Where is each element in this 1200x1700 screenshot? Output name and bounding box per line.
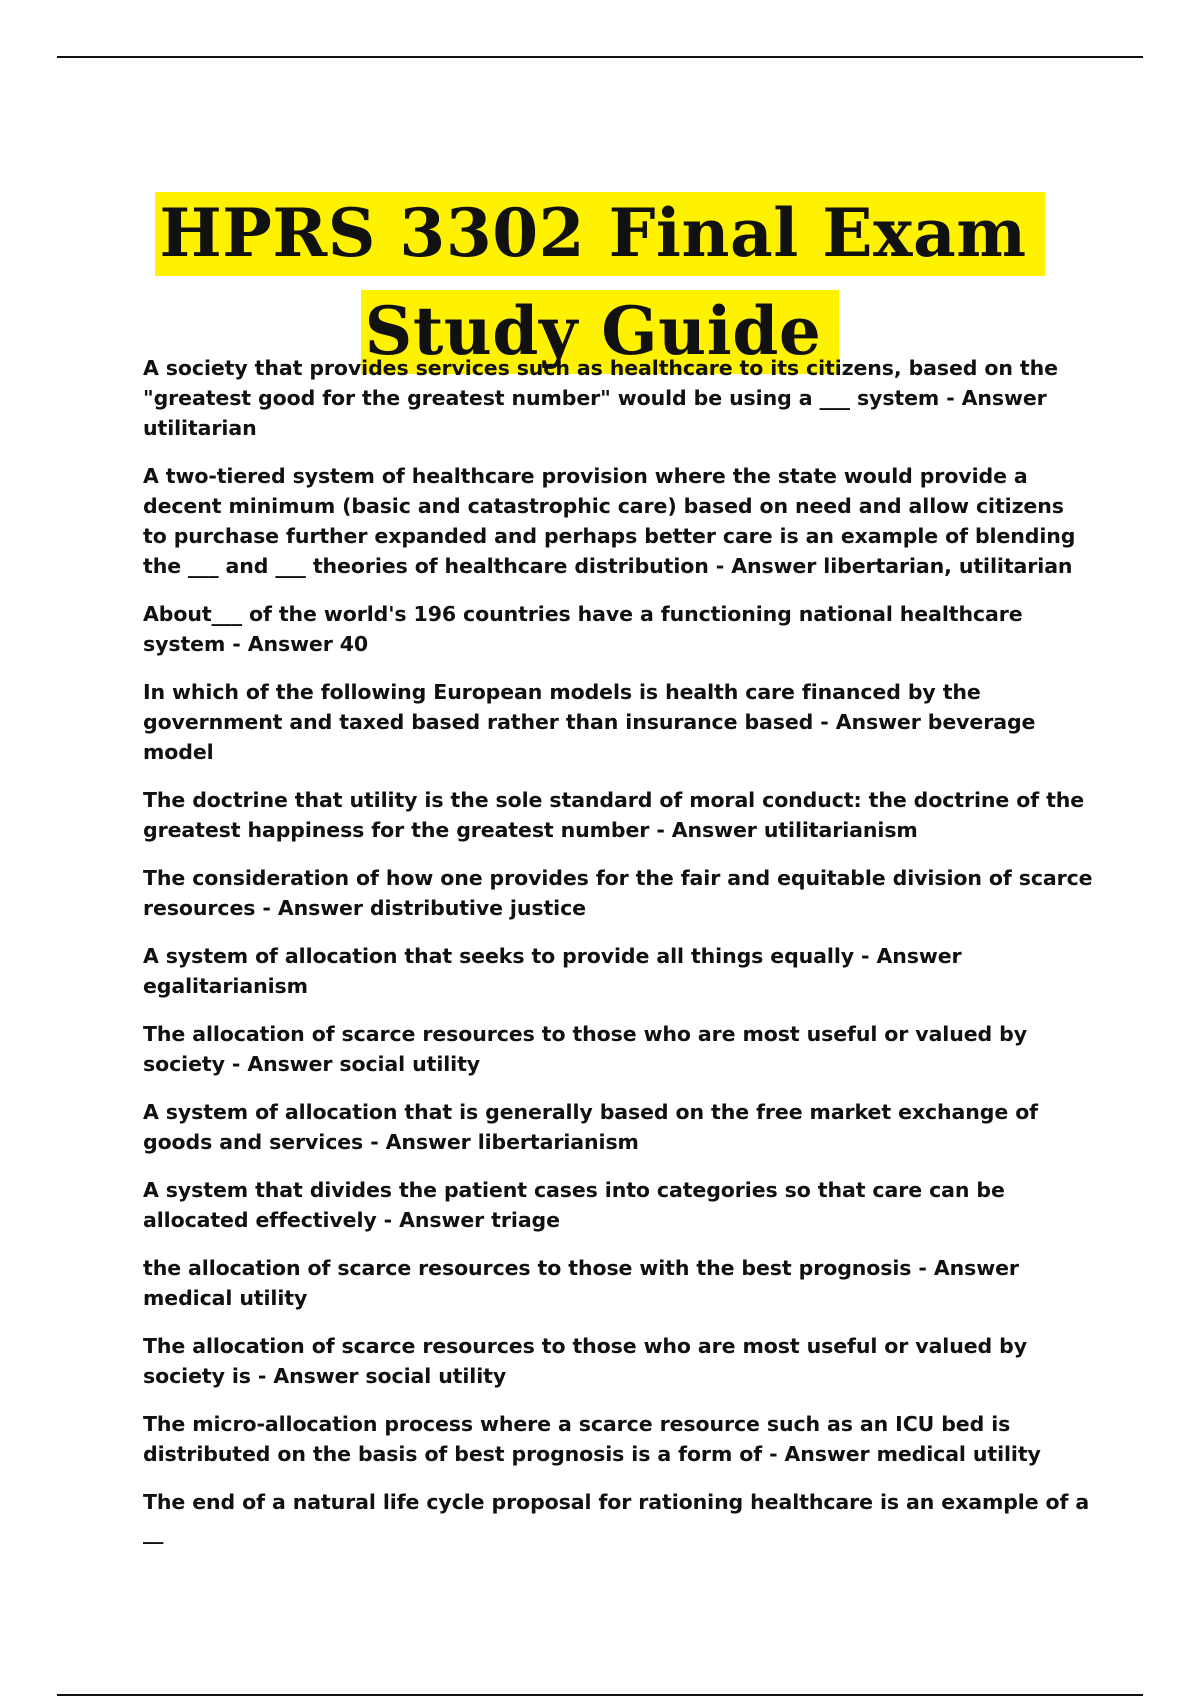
qa-entry: About___ of the world's 196 countries have a functioning national healthcare system - Answer 40 [143, 602, 1023, 656]
qa-entry: the allocation of scarce resources to those with the best prognosis - Answer medical utility [143, 1256, 1019, 1310]
qa-entry: A system that divides the patient cases into categories so that care can be allocated effectively - Answer triage [143, 1178, 1005, 1232]
qa-entry: In which of the following European models is health care financed by the government and taxed based rather than insurance based - Answer beverage model [143, 680, 1036, 764]
qa-entry: A society that provides services such as healthcare to its citizens, based on the "greatest good for the greatest number" would be using a ___ system - Answer utilitarian [143, 356, 1058, 440]
qa-entry: The allocation of scarce resources to those who are most useful or valued by society - Answer social utility [143, 1022, 1027, 1076]
qa-entry: A system of allocation that seeks to provide all things equally - Answer egalitarianism [143, 944, 962, 998]
bottom-rule [57, 1694, 1143, 1696]
qa-entry: The consideration of how one provides for the fair and equitable division of scarce resources - Answer distributive justice [143, 866, 1093, 920]
qa-entry: The end of a natural life cycle proposal for rationing healthcare is an example of a __ [143, 1490, 1090, 1544]
qa-list [143, 353, 1093, 1565]
qa-entry: A two-tiered system of healthcare provision where the state would provide a decent minimum (basic and catastrophic care) based on need and allow citizens to purchase further expanded and perhaps better care is an example of blending the ___ and ___ theories of healthcare distribution - Answer libertarian, utilitarian [143, 464, 1076, 578]
qa-entry: The doctrine that utility is the sole standard of moral conduct: the doctrine of the greatest happiness for the greatest number - Answer utilitarianism [143, 788, 1085, 842]
qa-entry: A system of allocation that is generally based on the free market exchange of goods and services - Answer libertarianism [143, 1100, 1039, 1154]
qa-entry: The micro-allocation process where a scarce resource such as an ICU bed is distributed on the basis of best prognosis is a form of - Answer medical utility [143, 1412, 1041, 1466]
title-line-1: HPRS 3302 Final Exam [155, 192, 1044, 276]
top-rule [57, 56, 1143, 58]
qa-entry: The allocation of scarce resources to those who are most useful or valued by society is - Answer social utility [143, 1334, 1027, 1388]
page-title [0, 184, 1200, 380]
title-line-2: Study Guide [361, 290, 840, 374]
